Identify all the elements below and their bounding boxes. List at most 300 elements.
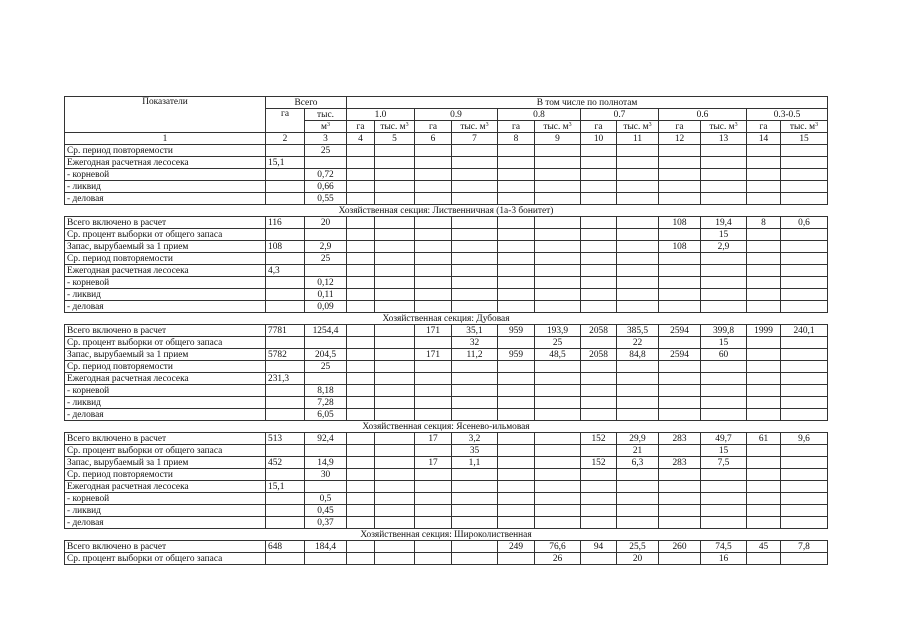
table-cell: [701, 397, 747, 409]
table-row: [65, 493, 828, 505]
table-cell: [415, 253, 452, 265]
table-cell: [375, 193, 415, 205]
table-cell: [347, 505, 375, 517]
table-cell: [452, 265, 498, 277]
table-cell: 452: [266, 457, 305, 469]
table-cell: [535, 517, 581, 529]
table-cell: [747, 397, 781, 409]
header-density-5: 0.6: [659, 109, 747, 121]
table-cell: 15: [701, 337, 747, 349]
table-cell: [535, 217, 581, 229]
table-cell: 15,1: [266, 481, 305, 493]
table-cell: 283: [659, 457, 701, 469]
table-cell: 240,1: [781, 325, 828, 337]
table-cell: [581, 409, 617, 421]
table-cell: [266, 277, 305, 289]
table-cell: [617, 217, 659, 229]
table-cell: [347, 541, 375, 553]
table-cell: [781, 397, 828, 409]
table-cell: [535, 157, 581, 169]
table-cell: [581, 481, 617, 493]
header-unit-tys-m3: тыс. $м^3$: [781, 121, 828, 133]
table-cell: [498, 457, 535, 469]
table-row: [65, 469, 828, 481]
table-cell: [266, 517, 305, 529]
table-row: [65, 289, 828, 301]
table-cell: [498, 505, 535, 517]
table-cell: [535, 169, 581, 181]
header-unit-tys-m3: тыс. $м^3$: [452, 121, 498, 133]
table-cell: [781, 481, 828, 493]
table-cell: [305, 337, 347, 349]
table-row: [65, 349, 828, 361]
table-cell: 15,1: [266, 157, 305, 169]
table-cell: [781, 181, 828, 193]
table-cell: 7,8: [781, 541, 828, 553]
table-cell: [452, 385, 498, 397]
table-cell: [415, 373, 452, 385]
table-cell: [659, 493, 701, 505]
section-title: Хозяйственная секция: Широколиственная: [65, 529, 828, 541]
table-cell: [581, 229, 617, 241]
table-cell: [581, 169, 617, 181]
table-cell: 22: [617, 337, 659, 349]
table-cell: [781, 469, 828, 481]
table-cell: 513: [266, 433, 305, 445]
table-cell: [415, 193, 452, 205]
row-label: - корневой: [65, 493, 266, 505]
table-cell: [535, 433, 581, 445]
table-cell: [781, 361, 828, 373]
table-cell: [535, 253, 581, 265]
table-cell: [375, 373, 415, 385]
table-cell: 84,8: [617, 349, 659, 361]
table-cell: [266, 469, 305, 481]
table-cell: [415, 493, 452, 505]
table-cell: [347, 373, 375, 385]
table-cell: [535, 301, 581, 313]
table-cell: [581, 265, 617, 277]
table-cell: [415, 397, 452, 409]
table-cell: 108: [659, 217, 701, 229]
table-cell: [781, 373, 828, 385]
row-label: Всего включено в расчет: [65, 433, 266, 445]
table-cell: 14,9: [305, 457, 347, 469]
table-cell: [347, 433, 375, 445]
table-cell: [747, 337, 781, 349]
table-cell: 25: [305, 253, 347, 265]
table-cell: [498, 193, 535, 205]
table-cell: 6,05: [305, 409, 347, 421]
table-cell: [747, 481, 781, 493]
table-cell: [659, 553, 701, 565]
table-cell: 0,55: [305, 193, 347, 205]
table-cell: 60: [701, 349, 747, 361]
table-cell: [415, 469, 452, 481]
table-cell: [375, 457, 415, 469]
header-indicators: Показатели: [65, 97, 266, 133]
row-label: - деловая: [65, 517, 266, 529]
table-cell: [375, 277, 415, 289]
column-number: 13: [701, 133, 747, 145]
table-cell: [498, 169, 535, 181]
row-label: - ликвид: [65, 397, 266, 409]
table-cell: [452, 505, 498, 517]
table-cell: [747, 493, 781, 505]
table-cell: [266, 181, 305, 193]
table-cell: 2,9: [701, 241, 747, 253]
table-row: [65, 241, 828, 253]
row-label: - деловая: [65, 193, 266, 205]
table-cell: [659, 337, 701, 349]
table-cell: [452, 301, 498, 313]
table-cell: [617, 373, 659, 385]
table-cell: [415, 337, 452, 349]
table-cell: 399,8: [701, 325, 747, 337]
table-cell: [781, 157, 828, 169]
table-cell: [375, 169, 415, 181]
table-cell: [498, 241, 535, 253]
table-cell: 49,7: [701, 433, 747, 445]
table-cell: [347, 157, 375, 169]
table-cell: [266, 289, 305, 301]
table-cell: [581, 361, 617, 373]
table-cell: [266, 409, 305, 421]
table-cell: [452, 409, 498, 421]
table-cell: [498, 337, 535, 349]
table-row: [65, 229, 828, 241]
table-cell: 17: [415, 457, 452, 469]
row-label: Ср. процент выборки от общего запаса: [65, 229, 266, 241]
header-total-m3: $м^3$: [305, 121, 347, 133]
table-row: [65, 325, 828, 337]
table-cell: 48,5: [535, 349, 581, 361]
table-cell: 35,1: [452, 325, 498, 337]
column-number: 10: [581, 133, 617, 145]
table-cell: [659, 361, 701, 373]
table-cell: [617, 361, 659, 373]
table-cell: [347, 397, 375, 409]
table-cell: [747, 349, 781, 361]
table-cell: [415, 229, 452, 241]
table-cell: [617, 409, 659, 421]
table-cell: 0,72: [305, 169, 347, 181]
table-cell: 1,1: [452, 457, 498, 469]
table-cell: [535, 241, 581, 253]
table-cell: [266, 361, 305, 373]
table-cell: [498, 469, 535, 481]
table-row: [65, 217, 828, 229]
row-label: Ежегодная расчетная лесосека: [65, 481, 266, 493]
table-cell: [266, 385, 305, 397]
table-cell: [375, 145, 415, 157]
table-cell: [415, 265, 452, 277]
table-cell: 1999: [747, 325, 781, 337]
table-cell: [781, 193, 828, 205]
header-density-6: 0.3-0.5: [747, 109, 828, 121]
table-cell: [498, 277, 535, 289]
table-cell: [452, 541, 498, 553]
table-cell: 108: [659, 241, 701, 253]
table-cell: [659, 181, 701, 193]
row-label: Всего включено в расчет: [65, 325, 266, 337]
table-cell: 29,9: [617, 433, 659, 445]
row-label: Всего включено в расчет: [65, 541, 266, 553]
table-cell: [347, 277, 375, 289]
table-cell: 0,5: [305, 493, 347, 505]
table-cell: [535, 229, 581, 241]
table-cell: [498, 181, 535, 193]
table-cell: 2594: [659, 349, 701, 361]
column-number: 2: [266, 133, 305, 145]
table-cell: [452, 373, 498, 385]
table-cell: [581, 301, 617, 313]
row-label: Запас, вырубаемый за 1 прием: [65, 241, 266, 253]
table-cell: [535, 469, 581, 481]
table-cell: [375, 361, 415, 373]
table-cell: [266, 145, 305, 157]
table-row: [65, 373, 828, 385]
table-cell: [452, 217, 498, 229]
table-cell: [347, 493, 375, 505]
table-cell: [781, 145, 828, 157]
table-cell: [617, 277, 659, 289]
table-cell: [305, 229, 347, 241]
header-total: Всего: [266, 97, 347, 109]
table-row: [65, 157, 828, 169]
table-cell: [781, 229, 828, 241]
table-cell: [535, 145, 581, 157]
table-cell: [375, 553, 415, 565]
table-cell: [747, 145, 781, 157]
table-row: [65, 301, 828, 313]
table-cell: [747, 373, 781, 385]
table-cell: [781, 409, 828, 421]
table-cell: [747, 265, 781, 277]
section-row: [65, 313, 828, 325]
table-cell: [498, 145, 535, 157]
table-cell: [375, 217, 415, 229]
table-cell: 30: [305, 469, 347, 481]
row-label: - корневой: [65, 385, 266, 397]
table-cell: [347, 253, 375, 265]
table-cell: [498, 373, 535, 385]
table-cell: 8,18: [305, 385, 347, 397]
section-title: Хозяйственная секция: Дубовая: [65, 313, 828, 325]
table-cell: [581, 157, 617, 169]
table-cell: [747, 289, 781, 301]
table-row: [65, 361, 828, 373]
table-cell: [659, 289, 701, 301]
table-cell: 76,6: [535, 541, 581, 553]
table-row: [65, 337, 828, 349]
table-cell: [347, 481, 375, 493]
table-cell: [747, 169, 781, 181]
table-cell: 61: [747, 433, 781, 445]
table-cell: [498, 157, 535, 169]
table-cell: [781, 385, 828, 397]
table-cell: [415, 301, 452, 313]
table-cell: [701, 289, 747, 301]
table-cell: [617, 301, 659, 313]
table-cell: 20: [617, 553, 659, 565]
table-cell: [781, 241, 828, 253]
table-cell: [701, 265, 747, 277]
table-cell: [375, 265, 415, 277]
section-row: [65, 421, 828, 433]
table-cell: 0,6: [781, 217, 828, 229]
table-cell: [452, 553, 498, 565]
table-cell: [535, 385, 581, 397]
table-cell: [375, 337, 415, 349]
table-row: [65, 517, 828, 529]
table-cell: [535, 373, 581, 385]
table-cell: [659, 265, 701, 277]
forest-harvest-table: [64, 96, 828, 565]
table-cell: [305, 553, 347, 565]
column-number: 12: [659, 133, 701, 145]
table-cell: [415, 181, 452, 193]
table-cell: 231,3: [266, 373, 305, 385]
table-cell: [535, 505, 581, 517]
table-cell: [581, 469, 617, 481]
table-cell: [347, 217, 375, 229]
table-cell: 9,6: [781, 433, 828, 445]
table-cell: [581, 397, 617, 409]
table-cell: [375, 241, 415, 253]
table-cell: 7781: [266, 325, 305, 337]
table-cell: [347, 193, 375, 205]
table-cell: [581, 505, 617, 517]
table-row: [65, 445, 828, 457]
header-unit-ga: га: [659, 121, 701, 133]
header-density-4: 0.7: [581, 109, 659, 121]
table-cell: 16: [701, 553, 747, 565]
table-cell: [452, 517, 498, 529]
header-density-2: 0.9: [415, 109, 498, 121]
table-cell: [347, 349, 375, 361]
table-cell: 959: [498, 349, 535, 361]
table-cell: [581, 241, 617, 253]
table-cell: [535, 397, 581, 409]
table-cell: [781, 457, 828, 469]
column-number: 3: [305, 133, 347, 145]
table-cell: [659, 373, 701, 385]
table-cell: [452, 241, 498, 253]
table-cell: [747, 445, 781, 457]
row-label: Ср. процент выборки от общего запаса: [65, 553, 266, 565]
table-cell: [498, 301, 535, 313]
table-cell: [347, 289, 375, 301]
row-label: Ср. период повторяемости: [65, 145, 266, 157]
table-cell: [617, 169, 659, 181]
table-cell: [701, 301, 747, 313]
table-cell: [375, 445, 415, 457]
table-cell: [266, 193, 305, 205]
table-cell: 283: [659, 433, 701, 445]
header-unit-ga: га: [581, 121, 617, 133]
column-number: 15: [781, 133, 828, 145]
table-cell: [498, 361, 535, 373]
table-cell: 94: [581, 541, 617, 553]
table-cell: [747, 241, 781, 253]
table-cell: [347, 409, 375, 421]
column-number: 6: [415, 133, 452, 145]
table-cell: [781, 505, 828, 517]
table-cell: [581, 373, 617, 385]
table-cell: 1254,4: [305, 325, 347, 337]
table-cell: 8: [747, 217, 781, 229]
table-row: [65, 253, 828, 265]
table-cell: [659, 145, 701, 157]
table-cell: [581, 517, 617, 529]
table-cell: [498, 253, 535, 265]
table-cell: [701, 385, 747, 397]
table-cell: [617, 193, 659, 205]
table-cell: [498, 217, 535, 229]
header-density-1: 1.0: [347, 109, 415, 121]
row-label: - ликвид: [65, 181, 266, 193]
table-cell: [347, 229, 375, 241]
header-total-tys: тыс.: [305, 109, 347, 121]
table-cell: [701, 193, 747, 205]
table-cell: [659, 397, 701, 409]
table-cell: [266, 253, 305, 265]
table-cell: [701, 505, 747, 517]
table-cell: [347, 337, 375, 349]
table-cell: [375, 181, 415, 193]
table-cell: [581, 217, 617, 229]
table-row: [65, 433, 828, 445]
table-cell: [375, 385, 415, 397]
table-cell: [305, 481, 347, 493]
table-cell: [305, 373, 347, 385]
table-row: [65, 481, 828, 493]
row-label: Запас, вырубаемый за 1 прием: [65, 457, 266, 469]
table-cell: [581, 253, 617, 265]
table-cell: 2058: [581, 349, 617, 361]
table-row: [65, 397, 828, 409]
table-cell: [617, 289, 659, 301]
table-cell: [347, 553, 375, 565]
column-number: 9: [535, 133, 581, 145]
table-cell: [659, 517, 701, 529]
column-number: 11: [617, 133, 659, 145]
row-label: Всего включено в расчет: [65, 217, 266, 229]
table-cell: [747, 301, 781, 313]
table-cell: [498, 229, 535, 241]
table-cell: [659, 481, 701, 493]
table-cell: 15: [701, 445, 747, 457]
table-cell: [347, 265, 375, 277]
header-by-density: В том числе по полнотам: [347, 97, 828, 109]
section-row: [65, 529, 828, 541]
table-cell: [701, 493, 747, 505]
table-cell: [535, 457, 581, 469]
table-cell: [617, 157, 659, 169]
table-cell: [781, 445, 828, 457]
table-cell: [452, 469, 498, 481]
table-cell: [498, 409, 535, 421]
table-cell: [535, 445, 581, 457]
table-cell: [701, 145, 747, 157]
table-cell: [617, 385, 659, 397]
table-cell: 204,5: [305, 349, 347, 361]
table-cell: [375, 493, 415, 505]
table-cell: [617, 241, 659, 253]
table-cell: [452, 157, 498, 169]
table-cell: [347, 301, 375, 313]
